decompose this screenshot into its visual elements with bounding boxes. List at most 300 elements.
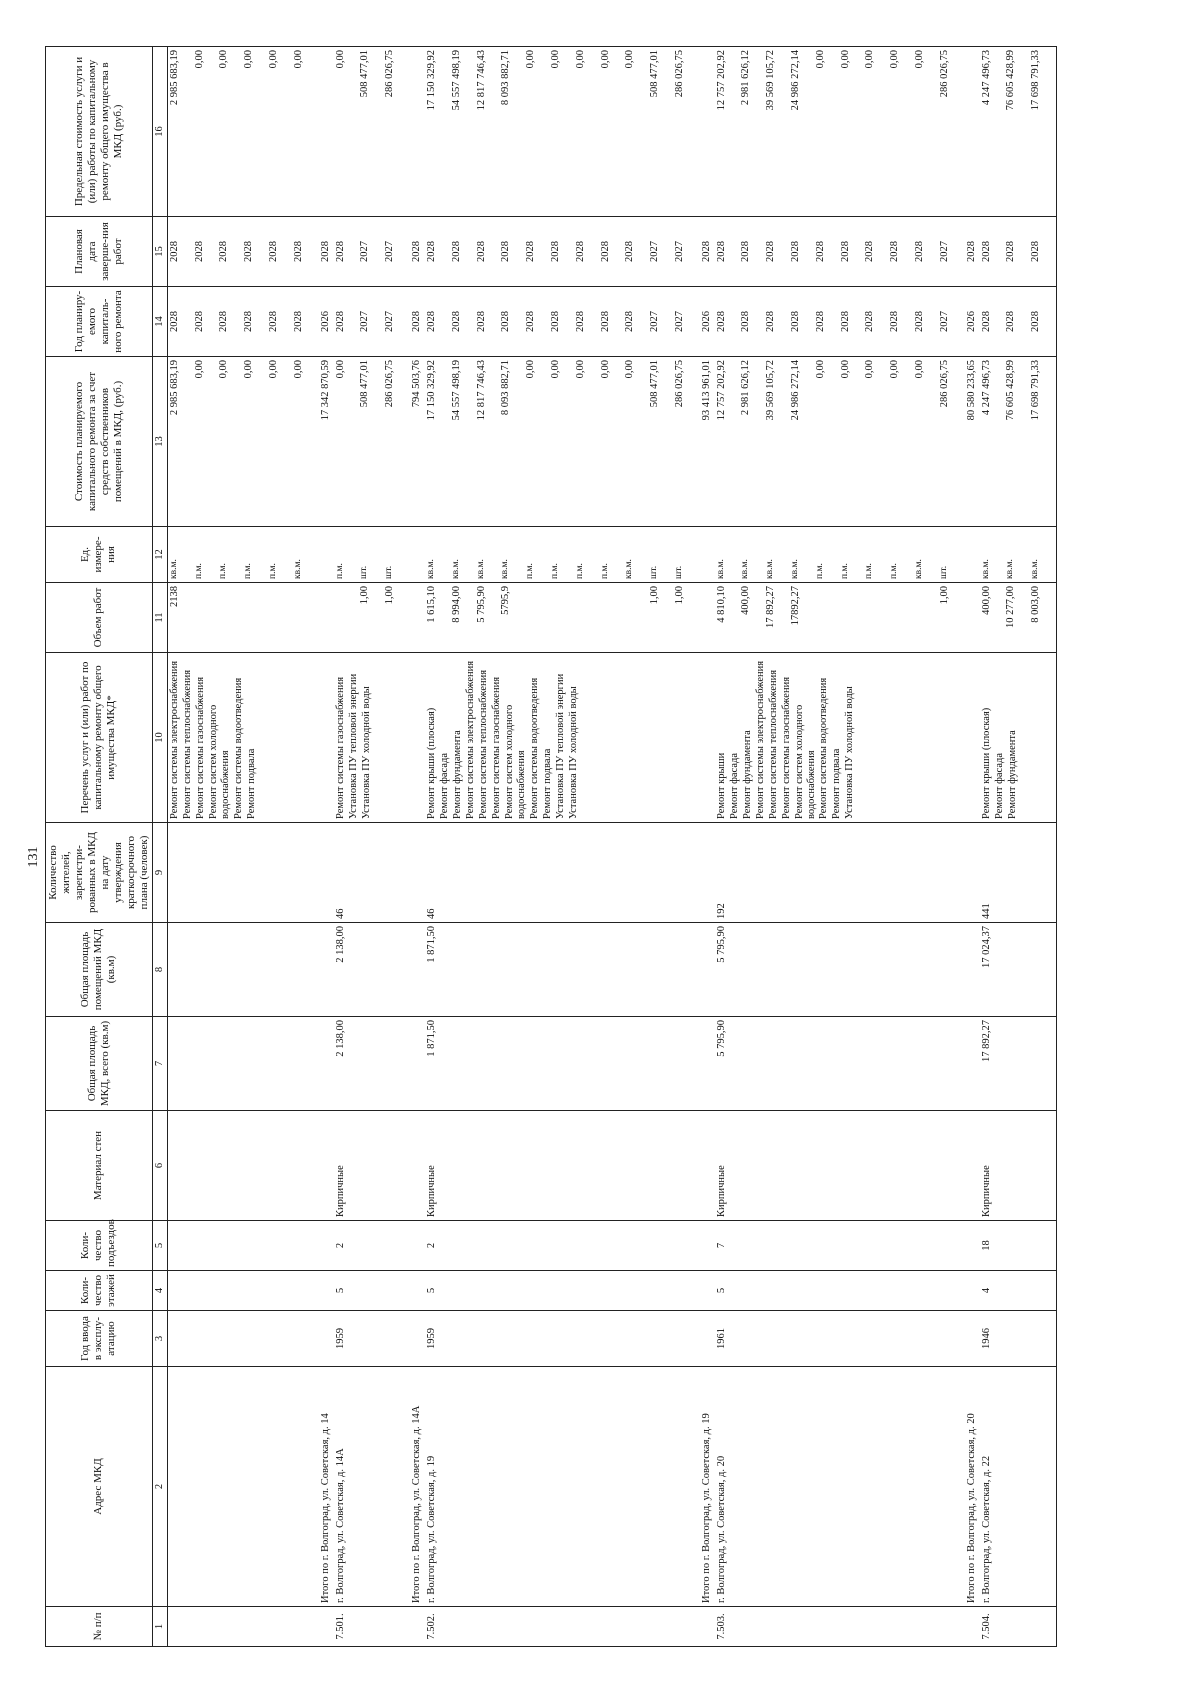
entrances: 7 (715, 1242, 727, 1249)
work-name: Ремонт подвала (831, 748, 843, 819)
address-cell (980, 1367, 1057, 1607)
work-volume (914, 586, 939, 649)
work-limit-cost: 2 985 683,19 (168, 50, 180, 106)
cost-cell (715, 357, 965, 527)
work-limit-cost: 0,00 (267, 50, 279, 69)
wall-material: Кирпичные (425, 1165, 437, 1217)
col-header: Материал стен (46, 1111, 153, 1221)
cell (700, 583, 715, 653)
work-name: Ремонт крыши (715, 752, 727, 819)
wall-cell (980, 1111, 1057, 1221)
work-year: 2028 (218, 311, 230, 332)
cell (700, 653, 715, 823)
work-unit: п.м. (193, 563, 204, 579)
year-cell (980, 1311, 1057, 1367)
col-header: Перечень услуг и (или) работ по капитальному ремонту общего имущества МКД* (46, 653, 153, 823)
works-cell (715, 653, 965, 823)
address-cell (715, 1367, 965, 1607)
work-end-year: 2028 (624, 241, 636, 262)
work-cost: 17 698 791,33 (1030, 360, 1042, 421)
year-cell (715, 1311, 965, 1367)
work-limit-cost: 0,00 (218, 50, 230, 69)
col-header: Общая площадь МКД, всего (кв.м) (46, 1017, 153, 1111)
work-year: 2028 (500, 311, 512, 332)
year-cell (425, 1311, 700, 1367)
total-end-year: 2028 (410, 241, 422, 262)
cell (410, 583, 425, 653)
work-cost: 0,00 (292, 360, 304, 379)
cell (319, 823, 334, 923)
cell (965, 1111, 980, 1221)
cell (410, 1221, 425, 1271)
row-number: 7.501. (334, 1613, 346, 1640)
repair-year-cell (715, 287, 965, 357)
work-volume (335, 586, 360, 649)
work-end-year: 2028 (218, 241, 230, 262)
work-end-year: 2028 (599, 241, 611, 262)
work-name: Ремонт системы теплоснабжения (477, 669, 489, 819)
work-volume: 10 277,00 (1005, 586, 1017, 628)
row-number: 7.502. (425, 1613, 437, 1640)
work-volume (243, 586, 268, 649)
total-year: 2026 (965, 311, 977, 332)
work-name: Ремонт систем холодного водоснабжения (207, 704, 232, 819)
work-unit: кв.м. (740, 559, 751, 579)
work-volume (815, 586, 840, 649)
area-rooms-cell (167, 923, 318, 1017)
work-end-year: 2028 (292, 241, 304, 262)
work-volume: 400,00 (740, 586, 752, 615)
work-limit-cost: 76 605 428,99 (1005, 50, 1017, 111)
work-year: 2028 (475, 311, 487, 332)
cell (700, 1221, 715, 1271)
work-end-year: 2028 (168, 241, 180, 262)
work-end-year: 2028 (814, 241, 826, 262)
work-year: 2028 (1030, 311, 1042, 332)
col-header: № п/п (46, 1607, 153, 1647)
cell (700, 527, 715, 583)
work-volume: 8 994,00 (450, 586, 462, 623)
area-total-cell (715, 1017, 965, 1111)
col-number: 4 (152, 1271, 167, 1311)
total-label: Итого по г. Волгоград, ул. Советская, д. 14 (319, 1413, 331, 1603)
area-rooms-cell (334, 923, 410, 1017)
col-number: 7 (152, 1017, 167, 1111)
cell (410, 47, 425, 217)
work-cost: 286 026,75 (384, 360, 396, 408)
work-name: Ремонт крыши (плоская) (425, 707, 437, 819)
work-volume (889, 586, 914, 649)
repair-year-cell (980, 287, 1057, 357)
cell (700, 923, 715, 1017)
end-year-cell (715, 217, 965, 287)
work-name: Ремонт системы электроснабжения (464, 660, 476, 819)
cell (410, 1311, 425, 1367)
work-volume: 4 810,10 (715, 586, 727, 623)
work-name: Ремонт системы водоотведения (528, 677, 540, 819)
work-cost: 286 026,75 (673, 360, 685, 408)
work-unit: кв.м. (980, 559, 991, 579)
work-year: 2028 (765, 311, 777, 332)
area-rooms-cell (425, 923, 700, 1017)
floors-cell (715, 1271, 965, 1311)
work-limit-cost: 0,00 (574, 50, 586, 69)
work-end-year: 2028 (1030, 241, 1042, 262)
work-unit: кв.м. (500, 559, 511, 579)
work-cost: 0,00 (624, 360, 636, 379)
row-number-cell (715, 1607, 965, 1647)
work-name: Ремонт систем холодного водоснабжения (793, 704, 818, 819)
col-header: Предельная стоимость услуги и (или) работы по капитальному ремонту общего имущества в МКД (руб.) (46, 47, 153, 217)
cell (700, 1111, 715, 1221)
row-number-cell (167, 1607, 318, 1647)
work-unit: п.м. (525, 563, 536, 579)
cell (965, 1221, 980, 1271)
total-cost: 17 342 870,59 (319, 360, 331, 421)
work-cost: 24 986 272,14 (790, 360, 802, 421)
work-name: Ремонт подвала (541, 748, 553, 819)
work-limit-cost: 286 026,75 (938, 50, 950, 98)
floors-cell (334, 1271, 410, 1311)
work-end-year: 2028 (425, 241, 437, 262)
total-year: 2026 (700, 311, 712, 332)
area-rooms-cell (980, 923, 1057, 1017)
col-number: 11 (152, 583, 167, 653)
cell (965, 357, 980, 527)
work-year: 2028 (243, 311, 255, 332)
work-name: Ремонт подвала (245, 748, 257, 819)
address: г. Волгоград, ул. Советская, д. 22 (980, 1455, 992, 1603)
work-cost: 2 981 626,12 (740, 360, 752, 416)
work-cost: 12 817 746,43 (475, 360, 487, 421)
work-name: Установка ПУ холодной воды (844, 686, 856, 819)
total-year: 2026 (319, 311, 331, 332)
work-volume: 8 003,00 (1030, 586, 1042, 623)
col-header: Ед. измере-ния (46, 527, 153, 583)
area-total: 1 871,50 (425, 1020, 437, 1057)
work-year: 2028 (790, 311, 802, 332)
unit-cell (167, 527, 318, 583)
cell (319, 1271, 334, 1311)
work-name: Ремонт крыши (плоская) (980, 707, 992, 819)
cell (410, 1607, 425, 1647)
cell (319, 653, 334, 823)
entrances-cell (980, 1221, 1057, 1271)
volume-cell (334, 583, 410, 653)
address-cell (334, 1367, 410, 1607)
work-unit: п.м. (864, 563, 875, 579)
work-volume (550, 586, 575, 649)
work-unit: кв.м. (624, 559, 635, 579)
work-unit: п.м. (267, 563, 278, 579)
cell (319, 357, 334, 527)
cell (700, 1271, 715, 1311)
work-year: 2028 (450, 311, 462, 332)
work-name: Установка ПУ холодной воды (567, 686, 579, 819)
cell (965, 1017, 980, 1111)
work-limit-cost: 0,00 (193, 50, 205, 69)
address: г. Волгоград, ул. Советская, д. 14А (334, 1448, 346, 1603)
work-end-year: 2027 (938, 241, 950, 262)
work-volume (194, 586, 219, 649)
address: г. Волгоград, ул. Советская, д. 20 (715, 1455, 727, 1603)
work-cost: 0,00 (814, 360, 826, 379)
col-header: Коли-чество этажей (46, 1271, 153, 1311)
year: 1961 (715, 1328, 727, 1349)
repair-year-cell (425, 287, 700, 357)
work-unit: п.м. (889, 563, 900, 579)
wall-cell (715, 1111, 965, 1221)
end-year-cell (334, 217, 410, 287)
work-cost: 39 569 105,72 (765, 360, 777, 421)
work-end-year: 2028 (914, 241, 926, 262)
work-year: 2027 (673, 311, 685, 332)
work-limit-cost: 24 986 272,14 (790, 50, 802, 111)
work-cost: 76 605 428,99 (1005, 360, 1017, 421)
entrances-cell (425, 1221, 700, 1271)
end-year-cell (425, 217, 700, 287)
work-unit: кв.м. (425, 559, 436, 579)
work-limit-cost: 54 557 498,19 (450, 50, 462, 111)
work-cost: 0,00 (839, 360, 851, 379)
cell (319, 1367, 334, 1607)
work-cost: 0,00 (243, 360, 255, 379)
work-limit-cost: 0,00 (624, 50, 636, 69)
col-number: 8 (152, 923, 167, 1017)
col-header: Плановая дата заверше-ния работ (46, 217, 153, 287)
limit-cost-cell (167, 47, 318, 217)
residents-cell (334, 823, 410, 923)
work-cost: 0,00 (574, 360, 586, 379)
cell (410, 1111, 425, 1221)
work-end-year: 2027 (359, 241, 371, 262)
work-limit-cost: 8 093 882,71 (500, 50, 512, 106)
work-cost: 0,00 (914, 360, 926, 379)
work-year: 2028 (864, 311, 876, 332)
work-volume (840, 586, 865, 649)
unit-cell (715, 527, 965, 583)
limit-cost-cell (334, 47, 410, 217)
work-unit: п.м. (839, 563, 850, 579)
cell (965, 1271, 980, 1311)
house-row (980, 47, 1057, 1647)
col-header: Объем работ (46, 583, 153, 653)
work-volume (600, 586, 625, 649)
cell (319, 1607, 334, 1647)
work-year: 2028 (715, 311, 727, 332)
work-limit-cost: 12 757 202,92 (715, 50, 727, 111)
work-year: 2027 (384, 311, 396, 332)
total-cost: 794 503,76 (410, 360, 422, 408)
area-rooms-cell (715, 923, 965, 1017)
row-number-cell (980, 1607, 1057, 1647)
wall-cell (425, 1111, 700, 1221)
work-unit: п.м. (218, 563, 229, 579)
work-year: 2028 (980, 311, 992, 332)
area-total: 17 892,27 (980, 1020, 992, 1062)
work-cost: 508 477,01 (649, 360, 661, 408)
total-end-year: 2028 (965, 241, 977, 262)
work-unit: п.м. (599, 563, 610, 579)
house-row (715, 47, 965, 1647)
work-cost: 0,00 (549, 360, 561, 379)
total-cost: 93 413 961,01 (700, 360, 712, 421)
work-end-year: 2028 (980, 241, 992, 262)
col-header: Коли-чество подъездов (46, 1221, 153, 1271)
col-number: 2 (152, 1367, 167, 1607)
work-name: Установка ПУ тепловой энергии (554, 673, 566, 819)
cost-cell (334, 357, 410, 527)
work-unit: кв.м. (914, 559, 925, 579)
residents-cell (715, 823, 965, 923)
area-rooms: 1 871,50 (425, 926, 437, 963)
work-unit: п.м. (549, 563, 560, 579)
area-total-cell (167, 1017, 318, 1111)
work-year: 2028 (839, 311, 851, 332)
work-year: 2028 (168, 311, 180, 332)
cell (700, 287, 715, 357)
work-limit-cost: 508 477,01 (649, 50, 661, 98)
work-limit-cost: 0,00 (599, 50, 611, 69)
cell (965, 1367, 980, 1607)
residents: 46 (334, 908, 346, 919)
work-unit: кв.м. (168, 559, 179, 579)
year-cell (167, 1311, 318, 1367)
cell (410, 1367, 425, 1607)
work-volume: 2138 (168, 586, 180, 607)
limit-cost-cell (715, 47, 965, 217)
work-end-year: 2028 (574, 241, 586, 262)
work-cost: 0,00 (864, 360, 876, 379)
work-cost: 0,00 (193, 360, 205, 379)
total-row (700, 47, 715, 1647)
work-cost: 0,00 (525, 360, 537, 379)
cell (965, 287, 980, 357)
year-cell (334, 1311, 410, 1367)
limit-cost-cell (980, 47, 1057, 217)
work-year: 2028 (425, 311, 437, 332)
work-year: 2028 (334, 311, 346, 332)
entrances: 2 (425, 1242, 437, 1249)
work-end-year: 2028 (864, 241, 876, 262)
work-end-year: 2028 (267, 241, 279, 262)
col-header: Общая площадь помещений МКД (кв.м) (46, 923, 153, 1017)
cell (700, 1017, 715, 1111)
work-limit-cost: 17 698 791,33 (1030, 50, 1042, 111)
col-number: 6 (152, 1111, 167, 1221)
unit-cell (334, 527, 410, 583)
work-cost: 0,00 (334, 360, 346, 379)
area-total-cell (334, 1017, 410, 1111)
work-unit: кв.м. (1005, 559, 1016, 579)
work-end-year: 2027 (384, 241, 396, 262)
work-year: 2028 (292, 311, 304, 332)
work-unit: кв.м. (292, 559, 303, 579)
works-cell (980, 653, 1057, 823)
work-year: 2027 (359, 311, 371, 332)
work-unit: кв.м. (715, 559, 726, 579)
work-end-year: 2028 (839, 241, 851, 262)
work-cost: 0,00 (599, 360, 611, 379)
work-cost: 0,00 (218, 360, 230, 379)
work-unit: п.м. (814, 563, 825, 579)
work-cost: 508 477,01 (359, 360, 371, 408)
work-volume (218, 586, 243, 649)
work-year: 2027 (938, 311, 950, 332)
residents-cell (167, 823, 318, 923)
col-number: 1 (152, 1607, 167, 1647)
work-limit-cost: 0,00 (839, 50, 851, 69)
work-name: Ремонт системы газоснабжения (334, 676, 346, 819)
work-limit-cost: 4 247 496,73 (980, 50, 992, 106)
work-end-year: 2027 (649, 241, 661, 262)
col-number: 13 (152, 357, 167, 527)
cell (319, 217, 334, 287)
work-volume: 1 615,10 (425, 586, 437, 623)
house-row (334, 47, 410, 1647)
work-end-year: 2028 (525, 241, 537, 262)
cell (319, 47, 334, 217)
work-year: 2028 (1005, 311, 1017, 332)
cell (410, 1271, 425, 1311)
work-volume: 1,00 (649, 586, 661, 605)
cell (700, 357, 715, 527)
work-year: 2028 (574, 311, 586, 332)
work-unit: кв.м. (790, 559, 801, 579)
col-header: Год ввода в эксплу-атацию (46, 1311, 153, 1367)
volume-cell (425, 583, 700, 653)
work-volume: 400,00 (980, 586, 992, 615)
col-number: 12 (152, 527, 167, 583)
residents: 441 (980, 903, 992, 919)
end-year-cell (167, 217, 318, 287)
work-unit: кв.м. (1030, 559, 1041, 579)
row-number: 7.503. (715, 1613, 727, 1640)
floors-cell (425, 1271, 700, 1311)
volume-cell (167, 583, 318, 653)
cell (965, 47, 980, 217)
cell (410, 823, 425, 923)
year: 1959 (334, 1328, 346, 1349)
work-name: Ремонт фундамента (451, 730, 463, 819)
work-name: Ремонт фасада (438, 752, 450, 819)
work-volume (293, 586, 318, 649)
work-limit-cost: 0,00 (243, 50, 255, 69)
end-year-cell (980, 217, 1057, 287)
work-limit-cost: 0,00 (814, 50, 826, 69)
entrances-cell (715, 1221, 965, 1271)
work-unit: шт. (384, 565, 395, 579)
work-volume: 1,00 (359, 586, 371, 605)
work-end-year: 2028 (1005, 241, 1017, 262)
work-limit-cost: 17 150 329,92 (425, 50, 437, 111)
work-year: 2028 (740, 311, 752, 332)
residents: 46 (425, 908, 437, 919)
total-row (965, 47, 980, 1647)
works-cell (425, 653, 700, 823)
floors-cell (167, 1271, 318, 1311)
floors-cell (980, 1271, 1057, 1311)
work-unit: кв.м. (765, 559, 776, 579)
work-name: Ремонт системы водоотведения (818, 677, 830, 819)
address-cell (167, 1367, 318, 1607)
cell (965, 653, 980, 823)
work-limit-cost: 0,00 (914, 50, 926, 69)
work-limit-cost: 508 477,01 (359, 50, 371, 98)
unit-cell (425, 527, 700, 583)
work-name: Ремонт системы водоотведения (232, 677, 244, 819)
work-name: Ремонт системы газоснабжения (490, 676, 502, 819)
